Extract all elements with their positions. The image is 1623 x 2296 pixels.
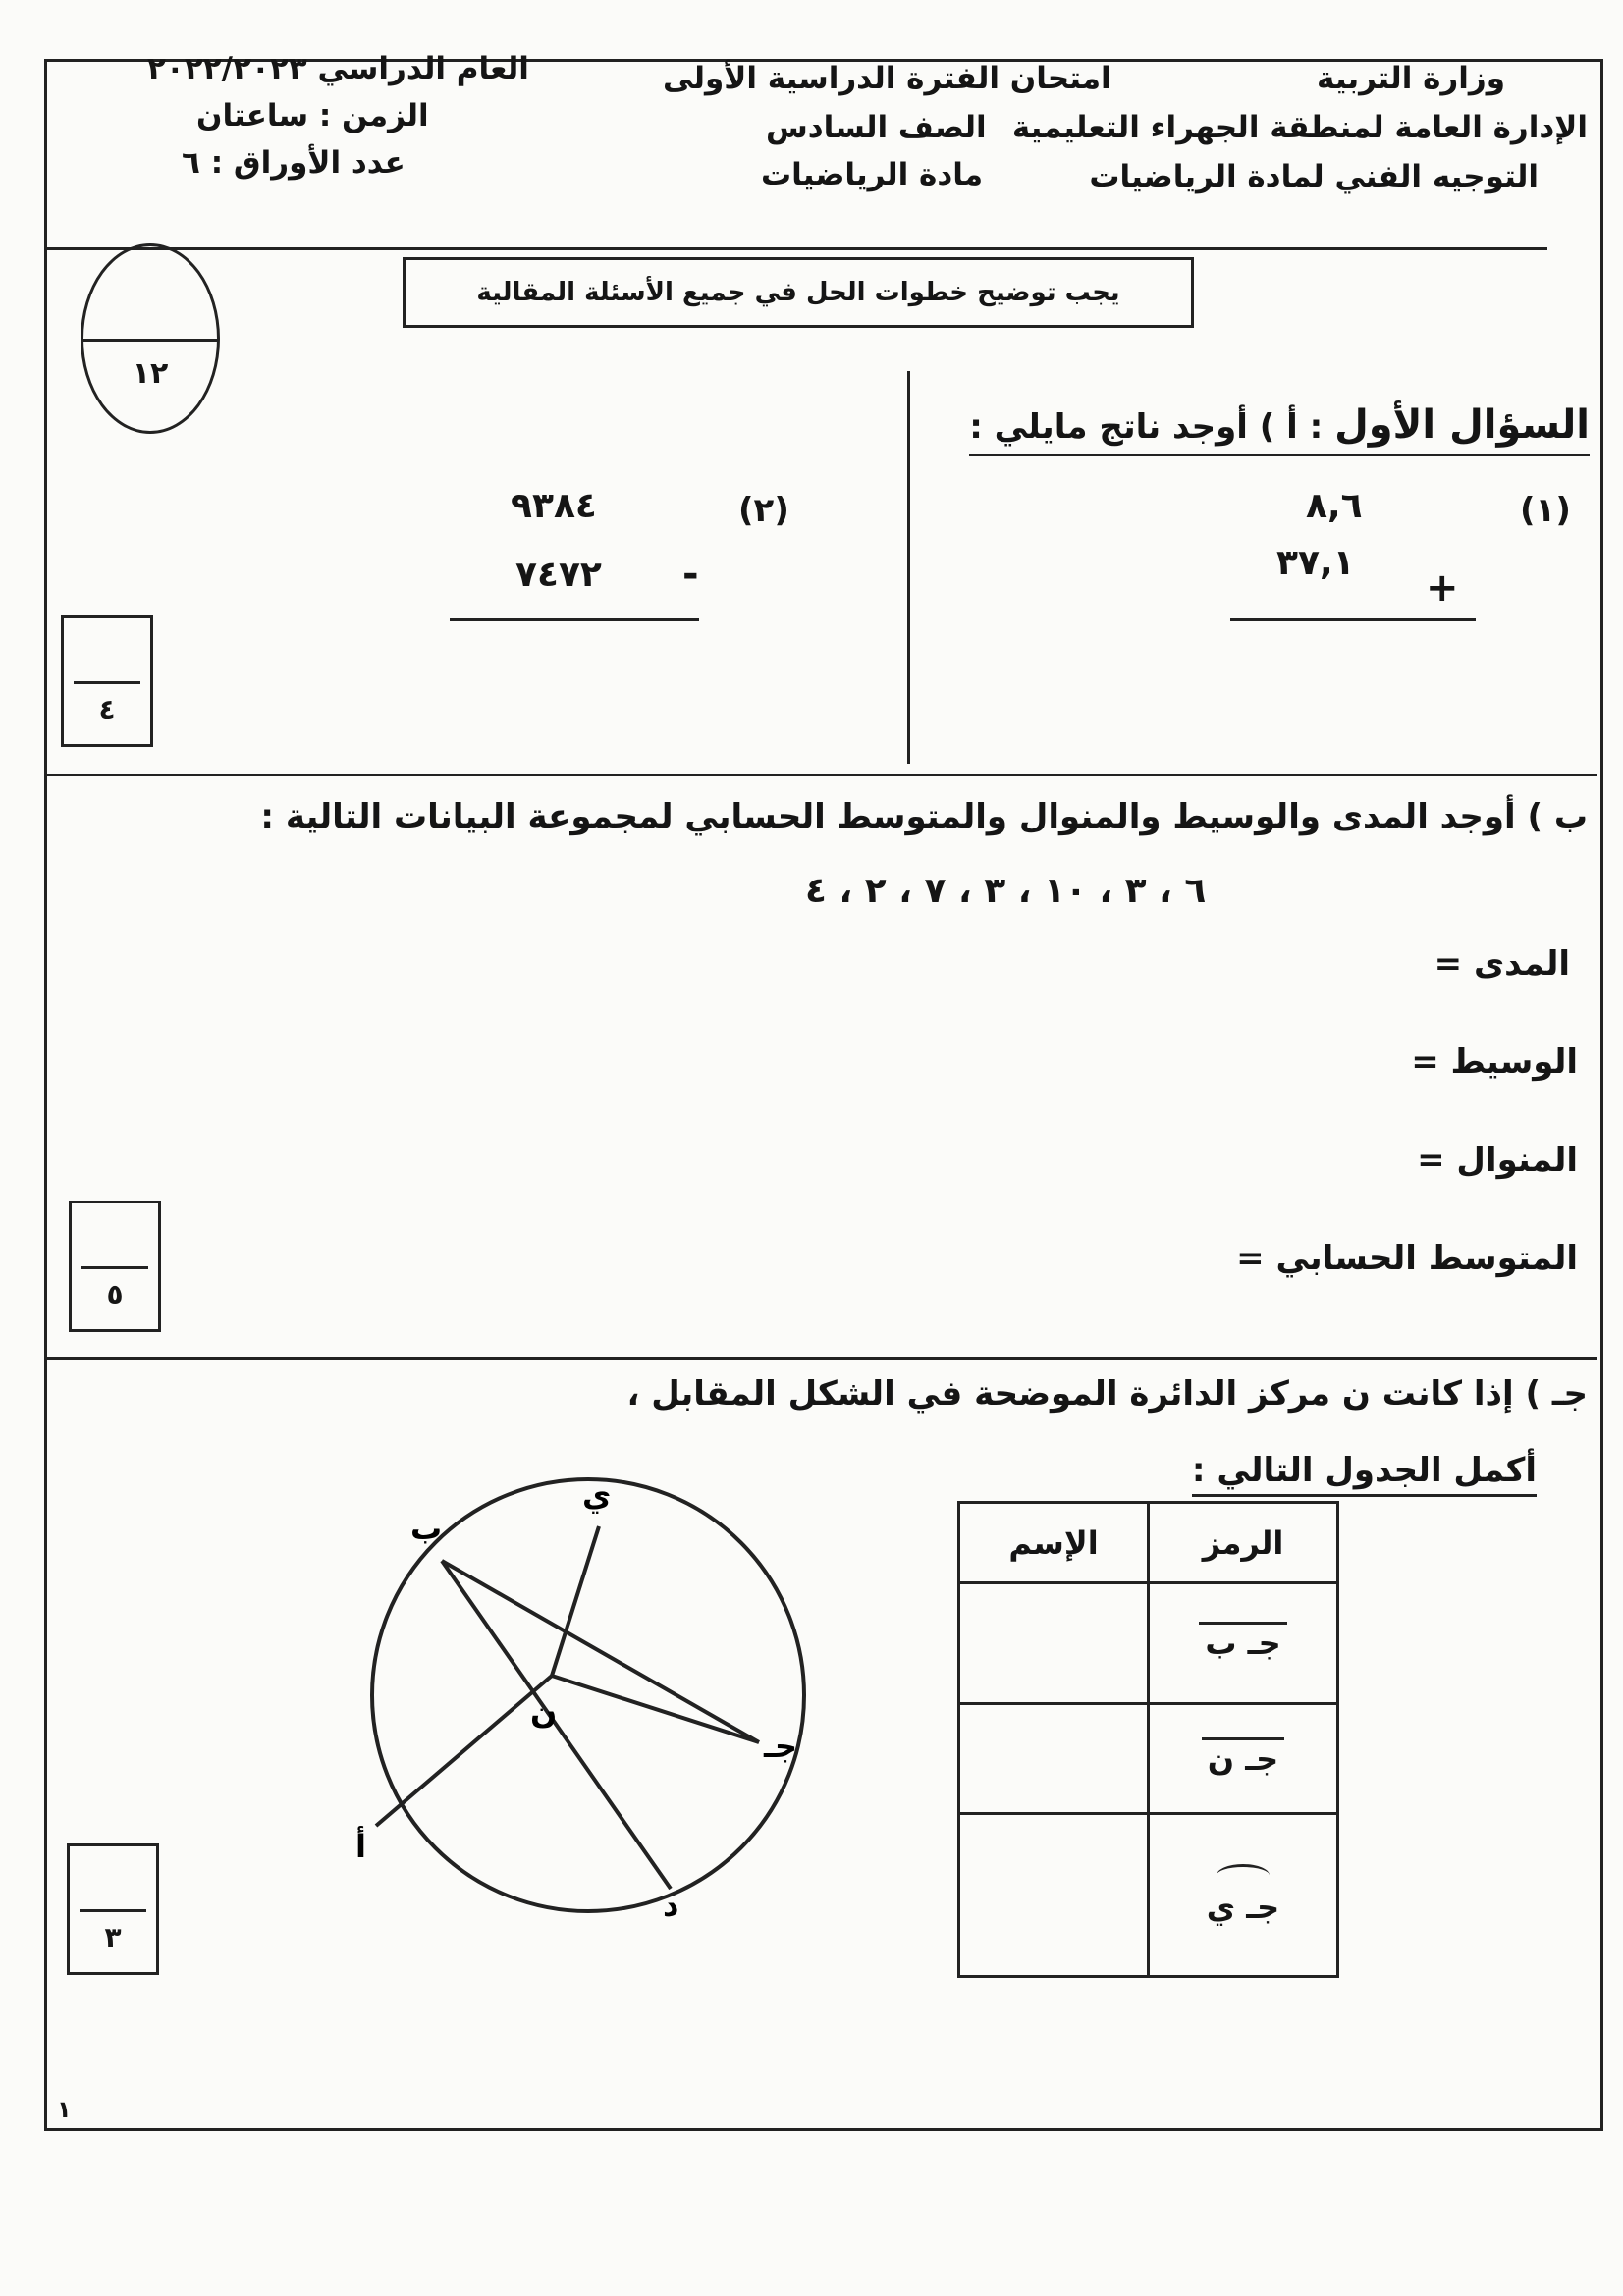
circle-diagram	[324, 1472, 835, 1983]
radius-n-y	[552, 1526, 599, 1676]
name-answer-cell	[959, 1704, 1149, 1814]
q1-column-divider	[907, 371, 910, 764]
page-number: ١	[57, 2096, 72, 2123]
score-line	[81, 1266, 148, 1269]
score-box-part-b	[69, 1201, 161, 1332]
symbol-name-table	[957, 1501, 1339, 1978]
ministry-name: وزارة التربية	[1317, 61, 1505, 96]
name-answer-cell	[959, 1583, 1149, 1704]
point-label-a: أ	[355, 1828, 366, 1865]
mean-label: المتوسط الحسابي =	[1236, 1239, 1578, 1278]
part-c-subprompt: أكمل الجدول التالي :	[1192, 1451, 1537, 1497]
problem-2-label: (٢)	[738, 491, 789, 530]
subject-name: مادة الرياضيات	[761, 157, 984, 192]
part-c-prompt: جـ ) إذا كانت ن مركز الدائرة الموضحة في الشكل المقابل ،	[626, 1374, 1588, 1414]
exam-title: امتحان الفترة الدراسية الأولى	[663, 61, 1111, 96]
sheet-count: عدد الأوراق : ٦	[182, 145, 406, 181]
radius-n-a	[376, 1676, 552, 1826]
table-row	[959, 1583, 1338, 1704]
header-name: الإسم	[959, 1503, 1149, 1583]
score-part-a: ٤	[98, 693, 116, 725]
grade-name: الصف السادس	[766, 110, 987, 145]
name-answer-cell	[959, 1814, 1149, 1977]
section-b-divider	[47, 1357, 1597, 1360]
mode-label: المنوال =	[1417, 1141, 1578, 1180]
symbol-segment-jb: جـ ب	[1199, 1622, 1286, 1662]
problem-2-answer-line	[450, 618, 699, 621]
score-line	[83, 339, 217, 342]
problem-1-label: (١)	[1520, 491, 1571, 530]
score-part-b: ٥	[106, 1278, 124, 1310]
table-row	[959, 1704, 1338, 1814]
point-label-j: جـ	[764, 1728, 797, 1765]
problem-2-operator: -	[682, 552, 699, 597]
symbol-arc-jy: جـ ي	[1206, 1889, 1280, 1926]
part-b-data-set: ٦ ، ٣ ، ١٠ ، ٣ ، ٧ ، ٢ ، ٤	[805, 871, 1207, 911]
q1-prompt: : أ ) أوجد ناتج مايلي :	[969, 407, 1324, 447]
score-box-part-c	[67, 1843, 159, 1975]
total-score: ١٢	[132, 356, 169, 391]
problem-1-bottom: ٣٧,١	[1276, 543, 1355, 583]
chord-b-j	[442, 1561, 759, 1742]
exam-time: الزمن : ساعتان	[196, 98, 429, 133]
score-part-c: ٣	[104, 1921, 122, 1953]
median-label: الوسيط =	[1411, 1042, 1578, 1082]
table-row	[959, 1814, 1338, 1977]
score-line	[80, 1909, 146, 1912]
q1-title: السؤال الأول	[1334, 402, 1590, 448]
problem-1-answer-line	[1230, 618, 1476, 621]
department-name: التوجيه الفني لمادة الرياضيات	[1089, 159, 1539, 194]
arc-symbol	[1217, 1864, 1270, 1887]
instruction-box	[403, 257, 1194, 328]
point-label-n: ن	[530, 1693, 558, 1731]
score-box-part-a	[61, 615, 153, 747]
table-header-row	[959, 1503, 1338, 1583]
total-score-circle	[81, 243, 220, 434]
radius-n-j	[552, 1676, 759, 1742]
problem-2-top: ٩٣٨٤	[511, 486, 597, 526]
point-label-b: ب	[410, 1510, 443, 1547]
header-divider	[47, 247, 1547, 250]
q1-heading	[969, 402, 1590, 456]
range-label: المدى =	[1434, 944, 1570, 984]
point-label-y: ي	[582, 1476, 612, 1514]
problem-2-bottom: ٧٤٧٢	[515, 555, 602, 595]
problem-1-operator: +	[1426, 565, 1459, 611]
score-line	[74, 681, 140, 684]
part-b-prompt: ب ) أوجد المدى والوسيط والمنوال والمتوسط الحسابي لمجموعة البيانات التالية :	[260, 797, 1588, 836]
header-symbol: الرمز	[1149, 1503, 1338, 1583]
section-a-divider	[47, 774, 1597, 776]
symbol-segment-jn: جـ ن	[1202, 1737, 1284, 1778]
instruction-text: يجب توضيح خطوات الحل في جميع الأسئلة المقالية	[476, 278, 1120, 307]
district-name: الإدارة العامة لمنطقة الجهراء التعليمية	[1011, 110, 1588, 145]
point-label-d: د	[663, 1887, 679, 1924]
academic-year: العام الدراسي ٢٠٢٢/٢٠٢٣	[147, 51, 529, 86]
problem-1-top: ٨,٦	[1306, 486, 1363, 526]
